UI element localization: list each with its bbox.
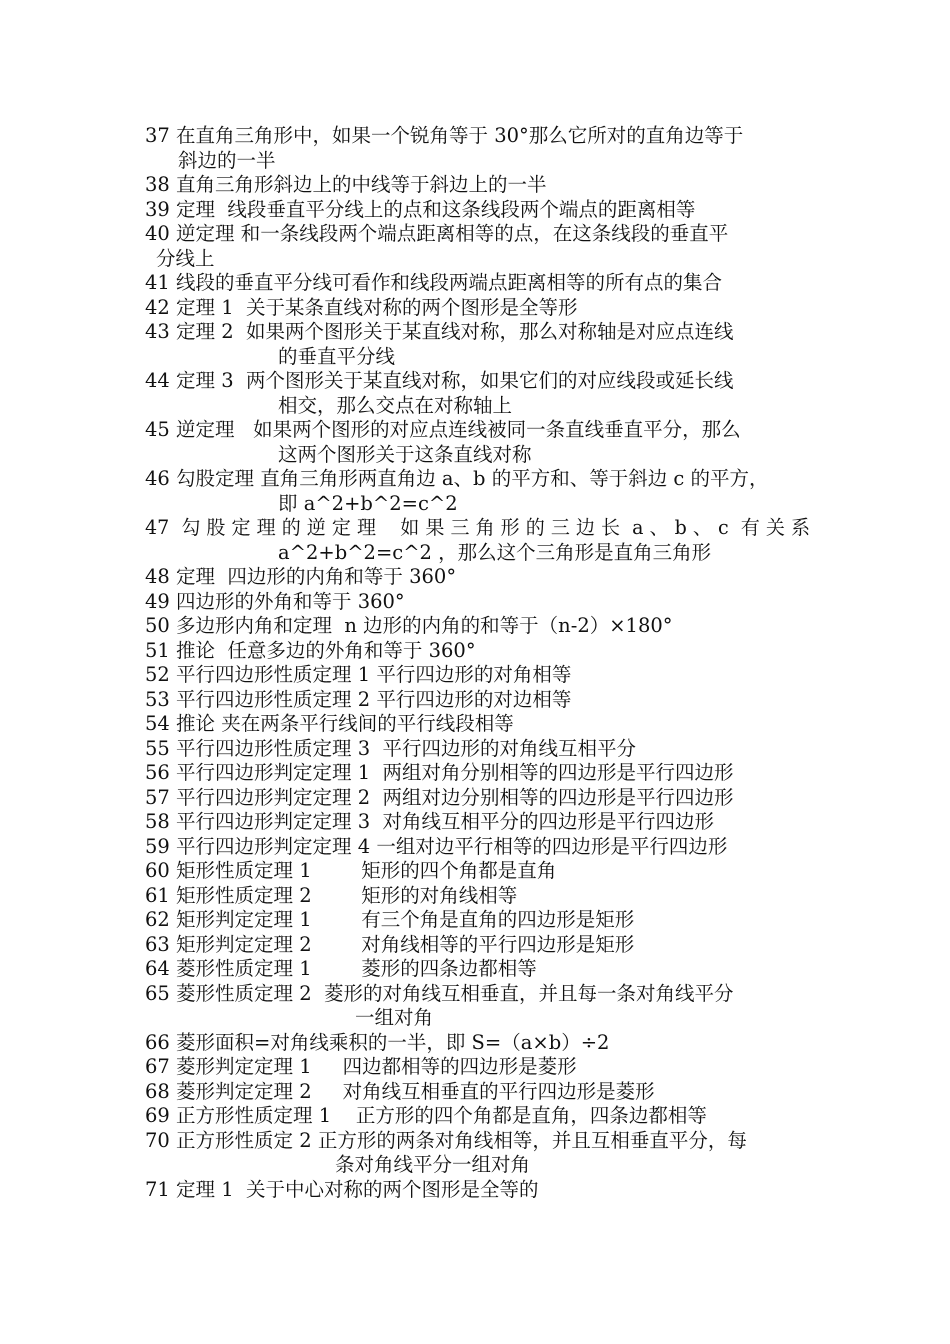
line-62: 62 矩形判定定理 1 有三个角是直角的四边形是矩形 <box>145 908 635 931</box>
line-54: 54 推论 夹在两条平行线间的平行线段相等 <box>145 712 514 735</box>
line-44-cont: 相交，那么交点在对称轴上 <box>278 393 513 417</box>
line-37-cont: 斜边的一半 <box>178 148 276 172</box>
line-43-cont: 的垂直平分线 <box>278 344 396 368</box>
line-46-cont: 即 a^2+b^2=c^2 <box>278 491 458 515</box>
line-40-cont: 分线上 <box>156 246 215 270</box>
line-41: 41 线段的垂直平分线可看作和线段两端点距离相等的所有点的集合 <box>145 271 723 294</box>
line-69: 69 正方形性质定理 1 正方形的四个角都是直角，四条边都相等 <box>145 1104 707 1127</box>
line-71: 71 定理 1 关于中心对称的两个图形是全等的 <box>145 1177 539 1201</box>
line-42: 42 定理 1 关于某条直线对称的两个图形是全等形 <box>145 295 578 319</box>
line-59: 59 平行四边形判定定理 4 一组对边平行相等的四边形是平行四边形 <box>145 834 728 858</box>
line-48: 48 定理 四边形的内角和等于 360° <box>145 565 457 588</box>
theorem-list <box>145 124 810 1202</box>
line-70: 70 正方形性质定 2 正方形的两条对角线相等，并且互相垂直平分，每 <box>145 1128 747 1152</box>
line-40: 40 逆定理 和一条线段两个端点距离相等的点，在这条线段的垂直平 <box>145 222 729 245</box>
line-60: 60 矩形性质定理 1 矩形的四个角都是直角 <box>145 859 557 882</box>
line-45: 45 逆定理 如果两个图形的对应点连线被同一条直线垂直平分，那么 <box>145 418 741 441</box>
line-50: 50 多边形内角和定理 n 边形的内角的和等于（n-2）×180° <box>145 614 673 637</box>
line-47: 47 勾 股 定 理 的 逆 定 理 如 果 三 角 形 的 三 边 长 a 、 b 、 c 有 关 系 <box>145 516 810 539</box>
line-57: 57 平行四边形判定定理 2 两组对边分别相等的四边形是平行四边形 <box>145 785 734 809</box>
line-63: 63 矩形判定定理 2 对角线相等的平行四边形是矩形 <box>145 932 635 956</box>
line-56: 56 平行四边形判定定理 1 两组对角分别相等的四边形是平行四边形 <box>145 761 734 784</box>
line-67: 67 菱形判定定理 1 四边都相等的四边形是菱形 <box>145 1055 577 1078</box>
line-43: 43 定理 2 如果两个图形关于某直线对称，那么对称轴是对应点连线 <box>145 320 734 343</box>
line-46: 46 勾股定理 直角三角形两直角边 a、b 的平方和、等于斜边 c 的平方， <box>145 467 769 490</box>
line-51: 51 推论 任意多边的外角和等于 360° <box>145 638 476 662</box>
line-47-cont: a^2+b^2=c^2 ，那么这个三角形是直角三角形 <box>278 540 712 564</box>
line-38: 38 直角三角形斜边上的中线等于斜边上的一半 <box>145 173 547 196</box>
line-49: 49 四边形的外角和等于 360° <box>145 589 405 613</box>
line-37: 37 在直角三角形中，如果一个锐角等于 30°那么它所对的直角边等于 <box>145 124 744 147</box>
line-66: 66 菱形面积=对角线乘积的一半，即 S=（a×b）÷2 <box>145 1030 610 1054</box>
line-52: 52 平行四边形性质定理 1 平行四边形的对角相等 <box>145 663 572 686</box>
line-65: 65 菱形性质定理 2 菱形的对角线互相垂直，并且每一条对角线平分 <box>145 981 734 1005</box>
line-55: 55 平行四边形性质定理 3 平行四边形的对角线互相平分 <box>145 736 637 760</box>
line-58: 58 平行四边形判定定理 3 对角线互相平分的四边形是平行四边形 <box>145 810 715 833</box>
line-39: 39 定理 线段垂直平分线上的点和这条线段两个端点的距离相等 <box>145 197 696 221</box>
line-70-cont: 条对角线平分一组对角 <box>335 1153 531 1176</box>
line-44: 44 定理 3 两个图形关于某直线对称，如果它们的对应线段或延长线 <box>145 369 734 392</box>
line-65-cont: 一组对角 <box>355 1006 434 1029</box>
line-68: 68 菱形判定定理 2 对角线互相垂直的平行四边形是菱形 <box>145 1079 655 1103</box>
line-64: 64 菱形性质定理 1 菱形的四条边都相等 <box>145 957 537 980</box>
line-45-cont: 这两个图形关于这条直线对称 <box>278 442 532 466</box>
line-53: 53 平行四边形性质定理 2 平行四边形的对边相等 <box>145 687 572 711</box>
line-61: 61 矩形性质定理 2 矩形的对角线相等 <box>145 883 518 907</box>
